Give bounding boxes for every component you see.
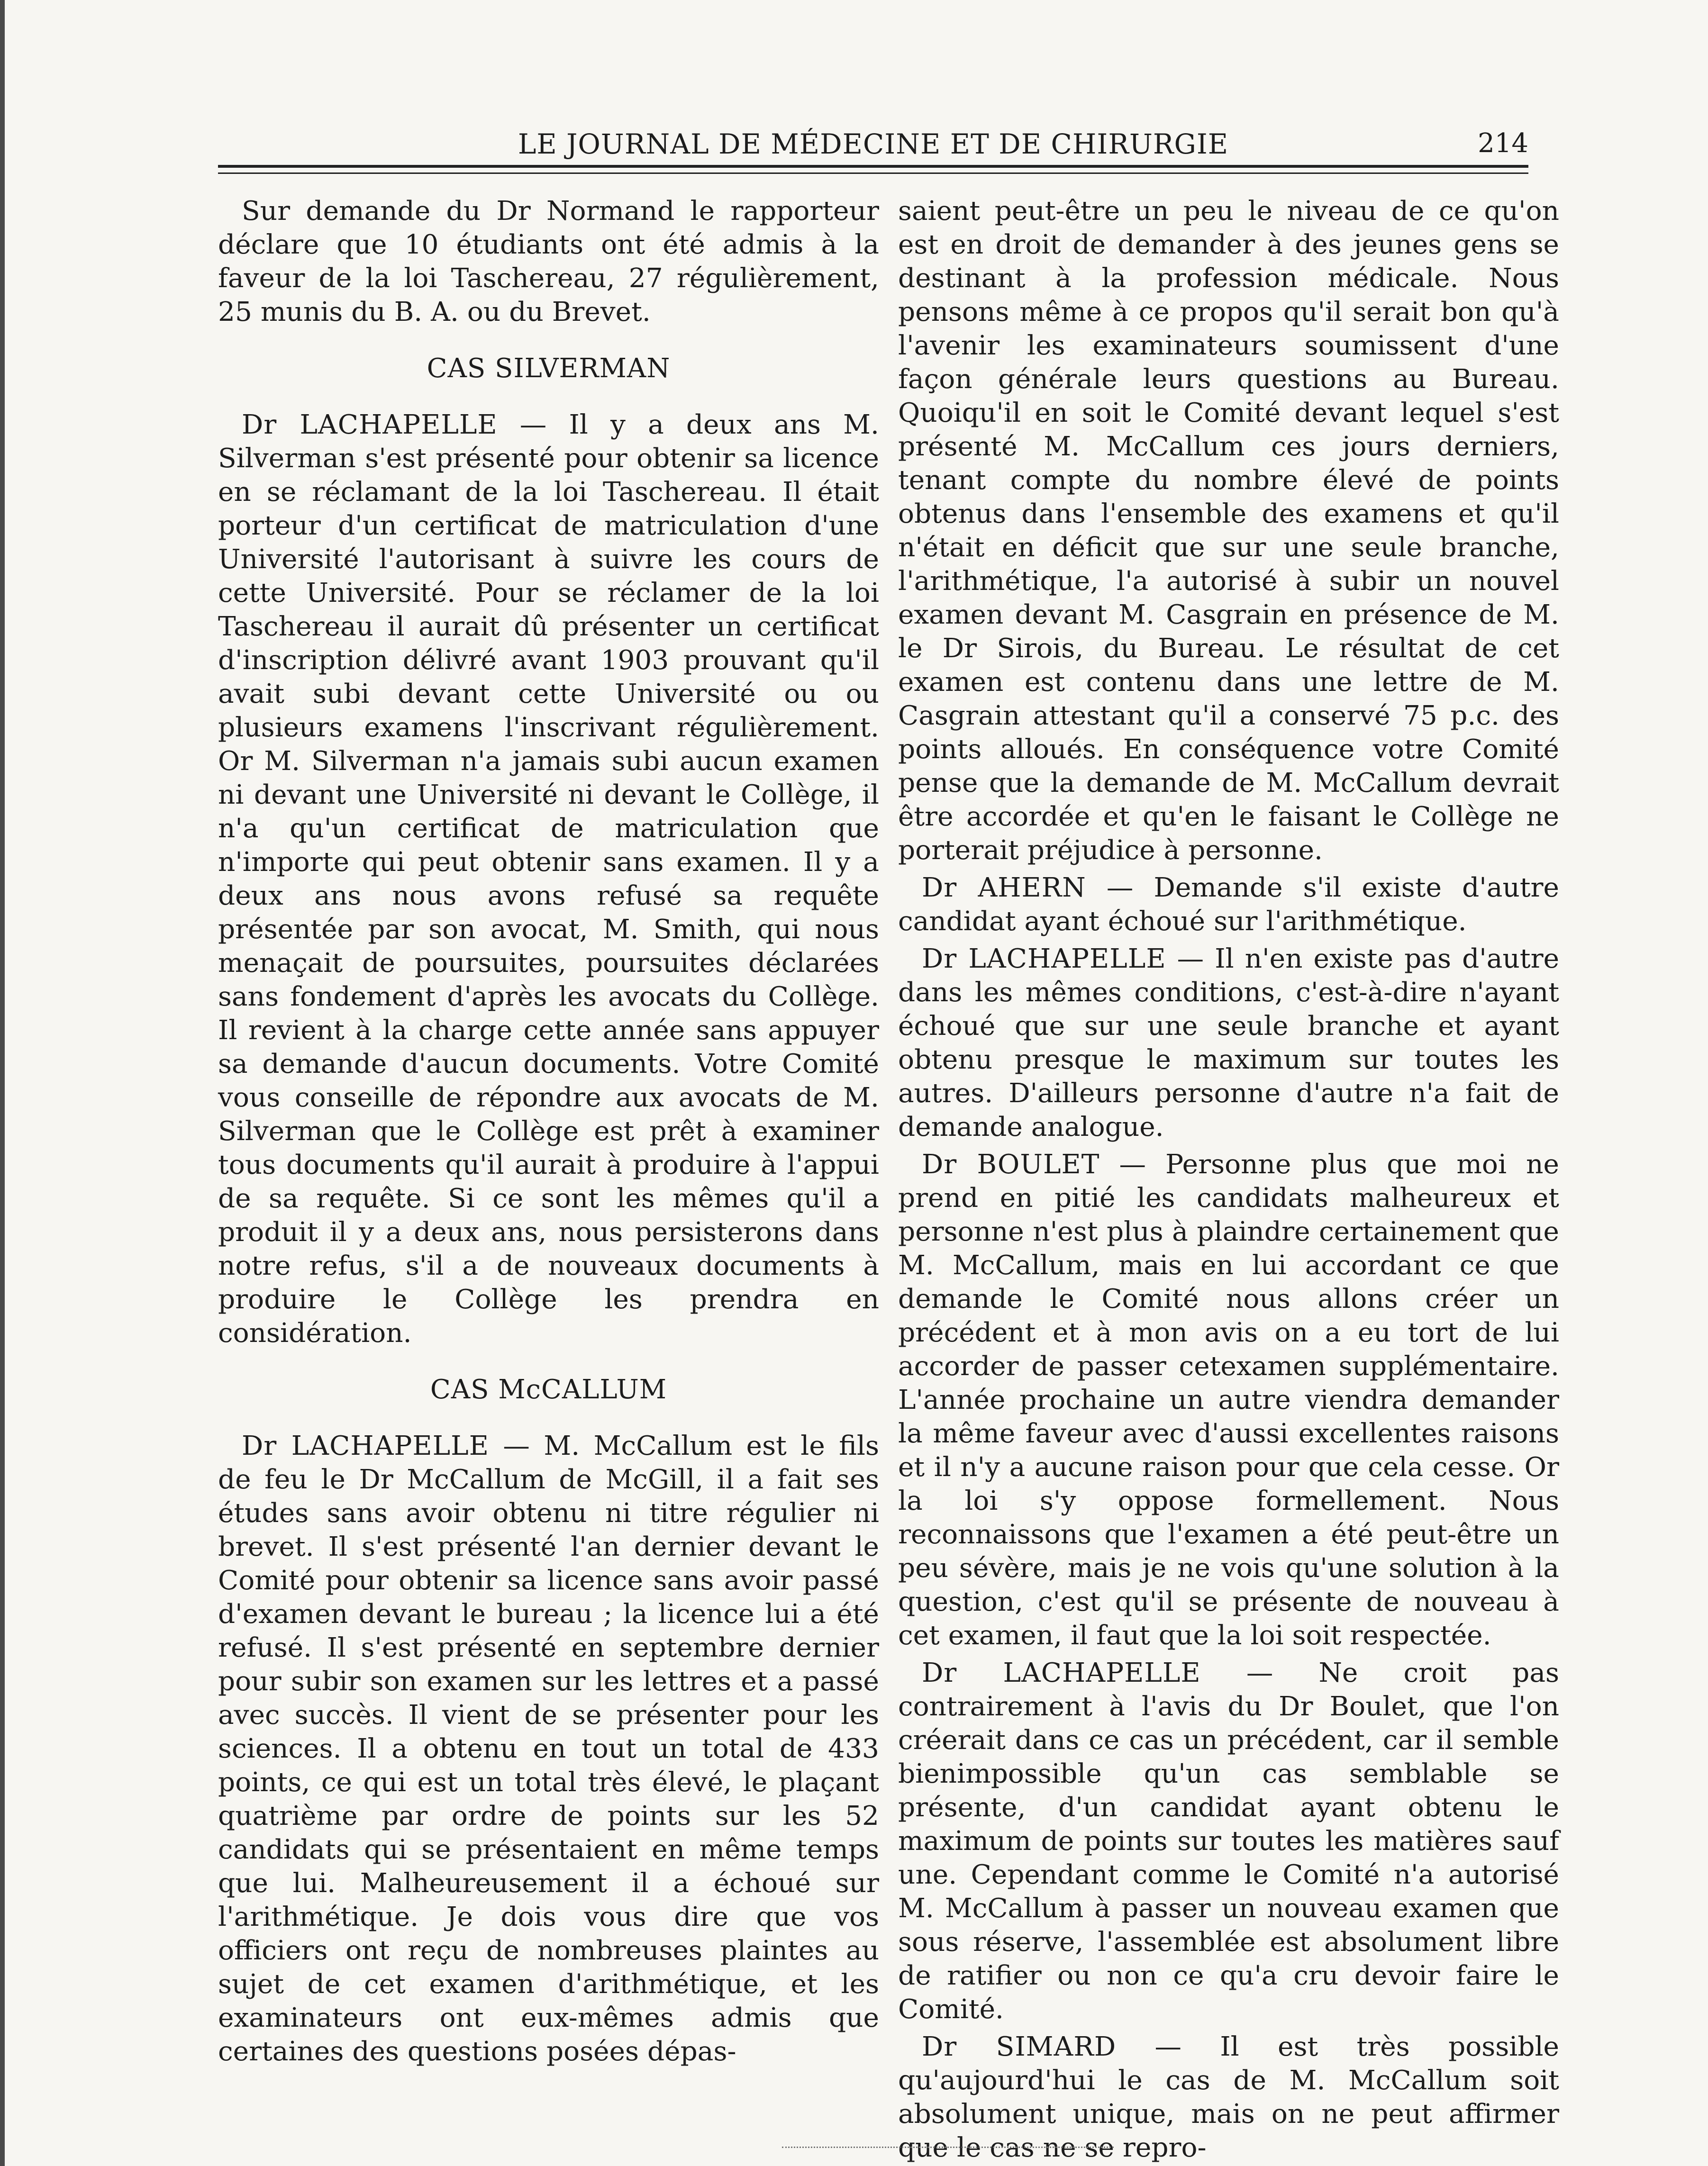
paragraph-lachapelle-response: [898, 1656, 1559, 2026]
speaker-name: Dr BOULET: [922, 1149, 1100, 1180]
scan-page-edge: [0, 0, 5, 2166]
speaker-name: Dr LACHAPELLE: [922, 943, 1166, 974]
speaker-name: Dr AHERN: [922, 872, 1086, 903]
heading-cas-silverman: CAS SILVERMAN: [427, 353, 671, 384]
paragraph-text: — Ne croit pas contrairement à l'avis du Dr Boulet, que l'on créerait dans ce cas un précédent, car il semble bienimpossible qu'un cas semblable se présente, d'un candidat ayant obtenu le maximum de points sur toutes les matières sauf une. Cependant comme le Comité n'a autorisé M. McCallum à passer un nouveau examen que sous réserve, l'assemblée est absolument libre de ratifier ou non ce qu'a cru devoir faire le Comité.: [898, 1658, 1559, 2025]
paragraph-boulet: [898, 1148, 1559, 1652]
speaker-name: Dr SIMARD: [922, 2031, 1117, 2062]
header-rule-thin: [218, 172, 1528, 174]
right-column: [898, 194, 1559, 2165]
paragraph-text: — Demande s'il existe d'autre candidat ayant échoué sur l'arithmétique.: [898, 872, 1559, 937]
paragraph-report: Sur demande du Dr Normand le rapporteur déclare que 10 étudiants ont été admis à la faveur de la loi Taschereau, 27 régulièrement, 25 munis du B. A. ou du Brevet.: [218, 196, 879, 327]
paragraph-mccallum: [218, 1429, 879, 2068]
header-rule-thick: [218, 165, 1528, 168]
page-number: 214: [1478, 128, 1528, 159]
speaker-name: Dr LACHAPELLE: [242, 409, 498, 440]
left-column: [218, 194, 879, 2068]
speaker-name: Dr LACHAPELLE: [242, 1431, 489, 1461]
running-header: [218, 128, 1528, 161]
paragraph-ahern: [898, 871, 1559, 938]
paragraph-text: — Il y a deux ans M. Silverman s'est présenté pour obtenir sa licence en se réclamant de la loi Taschereau. Il était porteur d'un certificat de matriculation d'une Université l'autorisant à suivre les cours de cette Université. Pour se réclamer de la loi Taschereau il aurait dû présenter un certificat d'inscription délivré avant 1903 prouvant qu'il avait subi devant cette Université ou ou plusieurs examens l'inscrivant régulièrement. Or M. Silverman n'a jamais subi aucun examen ni devant une Université ni devant le Collège, il n'a qu'un certificat de matriculation que n'importe qui peut obtenir sans examen. Il y a deux ans nous avons refusé sa requête présentée par son avocat, M. Smith, qui nous menaçait de poursuites, poursuites déclarées sans fondement d'après les avocats du Collège. Il revient à la charge cette année sans appuyer sa demande d'aucun documents. Votre Comité vous conseille de répondre aux avocats de M. Silverman que le Collège est prêt à examiner tous documents qu'il aurait à produire à l'appui de sa requête. Si ce sont les mêmes qu'il a produit il y a deux ans, nous persisterons dans notre refus, s'il a de nouveaux documents à produire le Collège les prendra en considération.: [218, 409, 879, 1349]
paragraph-lachapelle-reply: [898, 942, 1559, 1144]
heading-cas-mccallum: CAS McCALLUM: [430, 1374, 667, 1405]
paragraph-text: — Il n'en existe pas d'autre dans les mêmes conditions, c'est-à-dire n'ayant échoué que sur une seule branche et ayant obtenu presque le maximum sur toutes les autres. D'ailleurs personne d'autre n'a fait de demande analogue.: [898, 943, 1560, 1142]
paragraph-text: — Personne plus que moi ne prend en pitié les candidats malheureux et personne n'est plus à plaindre certainement que M. McCallum, mais en lui accordant ce que demande le Comité nous allons créer un précédent et à mon avis on a eu tort de lui accorder de passer cetexamen supplémentaire. L'année prochaine un autre viendra demander la même faveur avec d'aussi excellentes raisons et il n'y a aucune raison pour que cela cesse. Or la loi s'y oppose formellement. Nous reconnaissons que l'examen a été peut-être un peu sévère, mais je ne vois qu'une solution à la question, c'est qu'il se présente de nouveau à cet examen, il faut que la loi soit respectée.: [898, 1149, 1559, 1651]
speaker-name: Dr LACHAPELLE: [922, 1658, 1201, 1688]
journal-title: LE JOURNAL DE MÉDECINE ET DE CHIRURGIE: [518, 128, 1229, 160]
paragraph-text: — M. McCallum est le fils de feu le Dr McCallum de McGill, il a fait ses études sans avoir obtenu ni titre régulier ni brevet. Il s'est présenté l'an dernier devant le Comité pour obtenir sa licence sans avoir passé d'examen devant le bureau ; la licence lui a été refusé. Il s'est présenté en septembre dernier pour subir son examen sur les lettres et a passé avec succès. Il vient de se présenter pour les sciences. Il a obtenu en tout un total de 433 points, ce qui est un total très élevé, le plaçant quatrième par ordre de points sur les 52 candidats qui se présentaient en même temps que lui. Malheureusement il a échoué sur l'arithmétique. Je dois vous dire que vos officiers ont reçu de nombreuses plaintes au sujet de cet examen d'arithmétique, et les examinateurs ont eux-mêmes admis que certaines des questions posées dépas-: [218, 1431, 879, 2067]
paragraph-simard: [898, 2030, 1559, 2165]
paragraph-continuation: saient peut-être un peu le niveau de ce qu'on est en droit de demander à des jeunes gens se destinant à la profession médicale. Nous pensons même à ce propos qu'il serait bon qu'à l'avenir les examinateurs soumissent d'une façon générale leurs questions au Bureau. Quoiqu'il en soit le Comité devant lequel s'est présenté M. McCallum ces jours derniers, tenant compte du nombre élevé de points obtenus dans l'ensemble des examens et qu'il n'était en déficit que sur une seule branche, l'arithmétique, l'a autorisé à subir un nouvel examen devant M. Casgrain en présence de M. le Dr Sirois, du Bureau. Le résultat de cet examen est contenu dans une lettre de M. Casgrain attestant qu'il a conservé 75 p.c. des points alloués. En conséquence votre Comité pense que la demande de M. McCallum devrait être accordée et qu'en le faisant le Collège ne porterait préjudice à personne.: [898, 196, 1559, 866]
paragraph-silverman: [218, 408, 879, 1350]
paragraph-text: — Il est très possible qu'aujourd'hui le cas de M. McCallum soit absolument unique, mais on ne peut affirmer que le cas ne se repro-: [898, 2031, 1559, 2163]
footer-scan-mark: [782, 2147, 1114, 2150]
